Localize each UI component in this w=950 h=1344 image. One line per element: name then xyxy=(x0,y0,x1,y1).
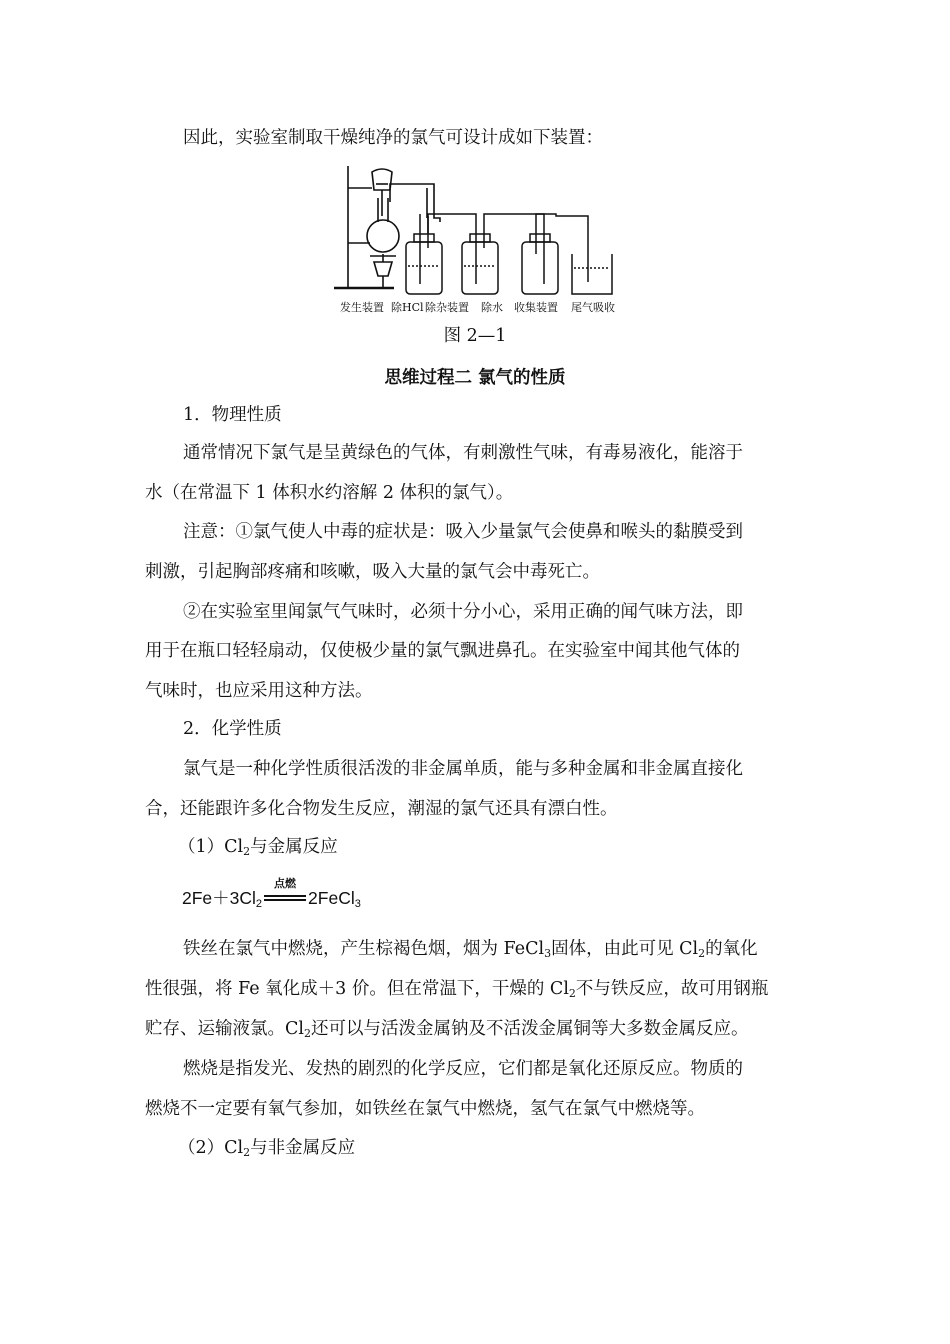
apparatus-diagram xyxy=(330,158,620,310)
figure-caption: 图 2—1 xyxy=(443,326,507,346)
burn-p-line1: 燃烧是指发光、发热的剧烈的化学反应，它们都是氧化还原反应。物质的 xyxy=(183,1059,743,1079)
label-remove-water: 除水 xyxy=(481,301,503,314)
iron-p-line3: 贮存、运输液氯。$Cl_2$还可以与活泼金属钠及不活泼金属铜等大多数金属反应。 xyxy=(145,1019,749,1040)
reaction-equation: $2Fe+3Cl_2$ 点燃 2FeCl$_3$ xyxy=(182,886,361,910)
s2-p1-line2: 合，还能跟许多化合物发生反应，潮湿的氯气还具有漂白性。 xyxy=(145,799,618,819)
label-remove-hcl: 除HCl xyxy=(391,301,424,314)
reaction-condition: 点燃 xyxy=(274,878,297,890)
iron-p-line2: 性很强，将 Fe 氧化成＋3 价。但在常温下，干燥的 $Cl_2$不与铁反应，故可用钢瓶 xyxy=(145,979,769,1000)
iron-p-line1: 铁丝在氯气中燃烧，产生棕褐色烟，烟为 FeCl$_3$固体，由此可见 $Cl_2$的氧化 xyxy=(183,939,758,960)
subheading-nonmetal: $(2)Cl_2$与非金属反应 xyxy=(178,1138,356,1159)
s1-note2-line1: ②在实验室里闻氯气气味时，必须十分小心，采用正确的闻气味方法，即 xyxy=(183,602,743,622)
label-purify: 除杂装置 xyxy=(425,301,469,314)
s1-note2-line2: 用于在瓶口轻轻扇动，仅使极少量的氯气飘进鼻孔。在实验室中闻其他气体的 xyxy=(145,641,740,661)
s1-note1-line1: 注意：①氯气使人中毒的症状是：吸入少量氯气会使鼻和喉头的黏膜受到 xyxy=(183,522,743,542)
s1-note1-line2: 刺激，引起胸部疼痛和咳嗽，吸入大量的氯气会中毒死亡。 xyxy=(145,562,600,582)
label-tail-gas: 尾气吸收 xyxy=(571,301,615,314)
reaction-condition-arrow xyxy=(262,878,308,906)
label-collector: 收集装置 xyxy=(514,301,558,314)
s1-note2-line3: 气味时，也应采用这种方法。 xyxy=(145,681,373,701)
burn-p-line2: 燃烧不一定要有氧气参加，如铁丝在氯气中燃烧，氢气在氯气中燃烧等。 xyxy=(145,1099,705,1119)
label-generator: 发生装置 xyxy=(340,301,384,314)
s1-heading: 1．物理性质 xyxy=(183,405,282,425)
subheading-metal: $(1)Cl_2$与金属反应 xyxy=(178,837,338,858)
s1-p1-line1: 通常情况下氯气是呈黄绿色的气体，有刺激性气味，有毒易液化，能溶于 xyxy=(183,443,743,463)
s2-heading: 2．化学性质 xyxy=(183,719,282,739)
s2-p1-line1: 氯气是一种化学性质很活泼的非金属单质，能与多种金属和非金属直接化 xyxy=(183,759,743,779)
s1-p1-line2: 水（在常温下 1 体积水约溶解 2 体积的氯气）。 xyxy=(145,483,514,503)
section-title: 思维过程二 氯气的性质 xyxy=(384,368,566,388)
intro-text: 因此，实验室制取干燥纯净的氯气可设计成如下装置： xyxy=(183,128,603,148)
